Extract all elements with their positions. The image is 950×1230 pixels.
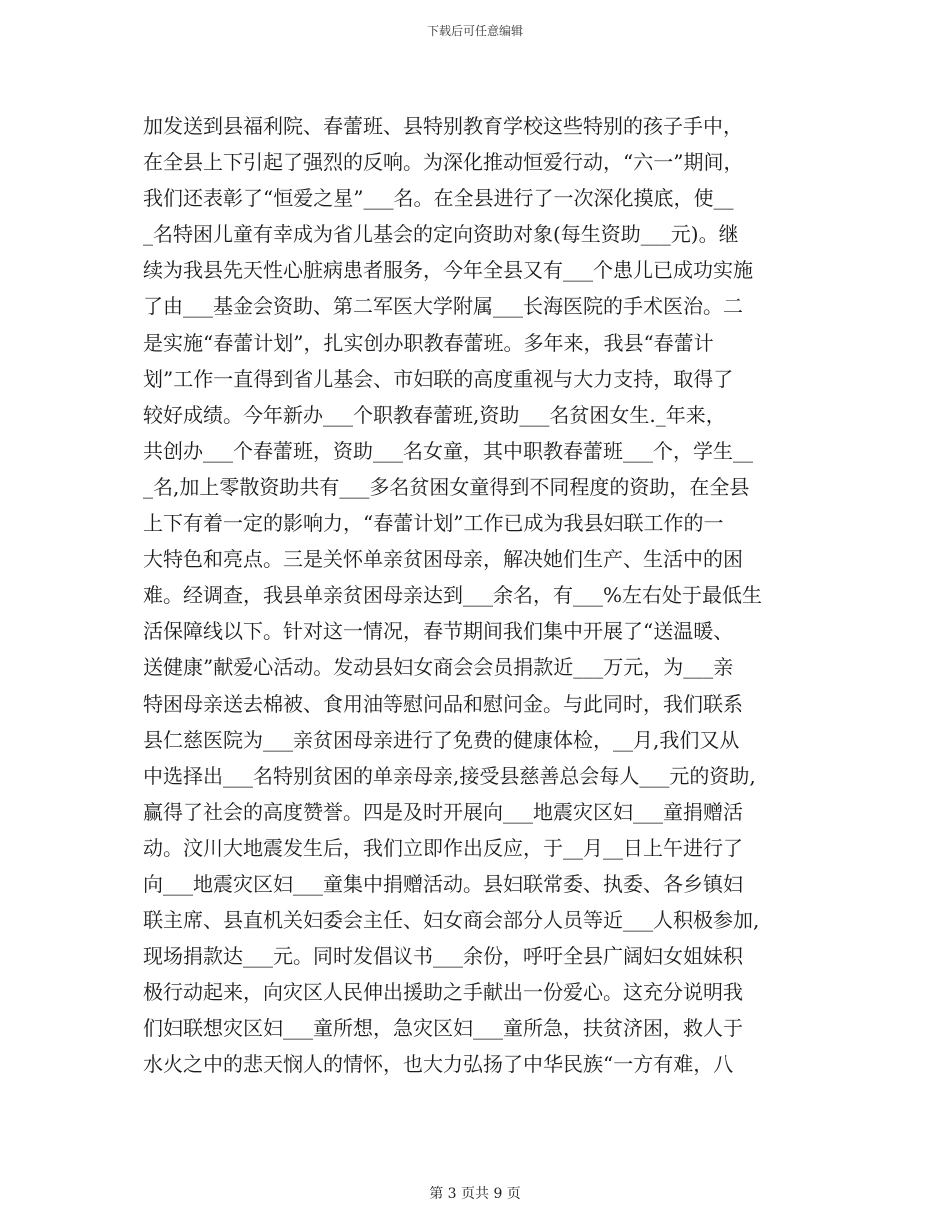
text-line: 动。汶川大地震发生后，我们立即作出反应，于__月__日上午进行了 <box>143 835 743 860</box>
text-line: 水火之中的悲天悯人的情怀，也大力弘扬了中华民族“一方有难，八 <box>143 1052 734 1077</box>
text-line: 县仁慈医院为___亲贫困母亲进行了免费的健康体检，__月,我们又从 <box>143 727 740 752</box>
text-line: 我们还表彰了“恒爱之星”___名。在全县进行了一次深化摸底，使__ <box>143 186 734 211</box>
text-line: 向___地震灾区妇___童集中捐赠活动。县妇联常委、执委、各乡镇妇 <box>143 871 743 896</box>
text-line: 共创办___个春蕾班，资助___名女童，其中职教春蕾班___个，学生__ <box>143 438 753 463</box>
text-line: 是实施“春蕾计划”，扎实创办职教春蕾班。多年来，我县“春蕾计 <box>143 330 714 355</box>
page-header: 下载后可任意编辑 <box>426 24 523 38</box>
text-line: 难。经调查，我县单亲贫困母亲达到___余名，有___%左右处于最低生 <box>143 583 763 608</box>
text-line: 联主席、县直机关妇委会主任、妇女商会部分人员等近___人积极参加, <box>143 908 760 933</box>
text-line: 赢得了社会的高度赞誉。四是及时开展向___地震灾区妇___童捐赠活 <box>143 799 743 824</box>
text-line: 较好成绩。今年新办___个职教春蕾班,资助___名贫困女生._年来， <box>143 402 726 427</box>
text-line: 了由___基金会资助、第二军医大学附属___长海医院的手术医治。二 <box>143 294 743 319</box>
text-line: 在全县上下引起了强烈的反响。为深化推动恒爱行动，“六一”期间， <box>143 150 744 175</box>
page-number: 第 3 页共 9 页 <box>429 1186 521 1202</box>
text-line: 加发送到县福利院、春蕾班、县特别教育学校这些特别的孩子手中， <box>143 114 743 138</box>
text-line: 们妇联想灾区妇___童所想，急灾区妇___童所急，扶贫济困，救人于 <box>143 1016 743 1041</box>
text-line: 大特色和亮点。三是关怀单亲贫困母亲，解决她们生产、生活中的困 <box>143 547 743 572</box>
text-line: 上下有着一定的影响力，“春蕾计划”工作已成为我县妇联工作的一 <box>143 511 724 536</box>
text-line: 送健康”献爱心活动。发动县妇女商会会员捐款近___万元，为___亲 <box>143 655 734 680</box>
text-line: _名特困儿童有幸成为省儿基会的定向资助对象(每生资助___元)。继 <box>143 222 739 247</box>
text-line: 中选择出___名特别贫困的单亲母亲,接受县慈善总会每人___元的资助, <box>143 763 756 788</box>
text-line: 现场捐款达___元。同时发倡议书___余份，呼吁全县广阔妇女姐妹积 <box>143 944 743 969</box>
text-line: 续为我县先天性心脏病患者服务，今年全县又有___个患儿已成功实施 <box>143 258 753 283</box>
document-body <box>143 108 813 1083</box>
text-line: 特困母亲送去棉被、食用油等慰问品和慰问金。与此同时，我们联系 <box>143 691 743 716</box>
text-line: 极行动起来，向灾区人民伸出援助之手献出一份爱心。这充分说明我 <box>143 980 743 1005</box>
text-line: _名,加上零散资助共有___多名贫困女童得到不同程度的资助，在全县 <box>143 474 750 499</box>
text-line: 活保障线以下。针对这一情况，春节期间我们集中开展了“送温暖、 <box>143 619 734 644</box>
text-line: 划”工作一直得到省儿基会、市妇联的高度重视与大力支持，取得了 <box>143 366 734 391</box>
